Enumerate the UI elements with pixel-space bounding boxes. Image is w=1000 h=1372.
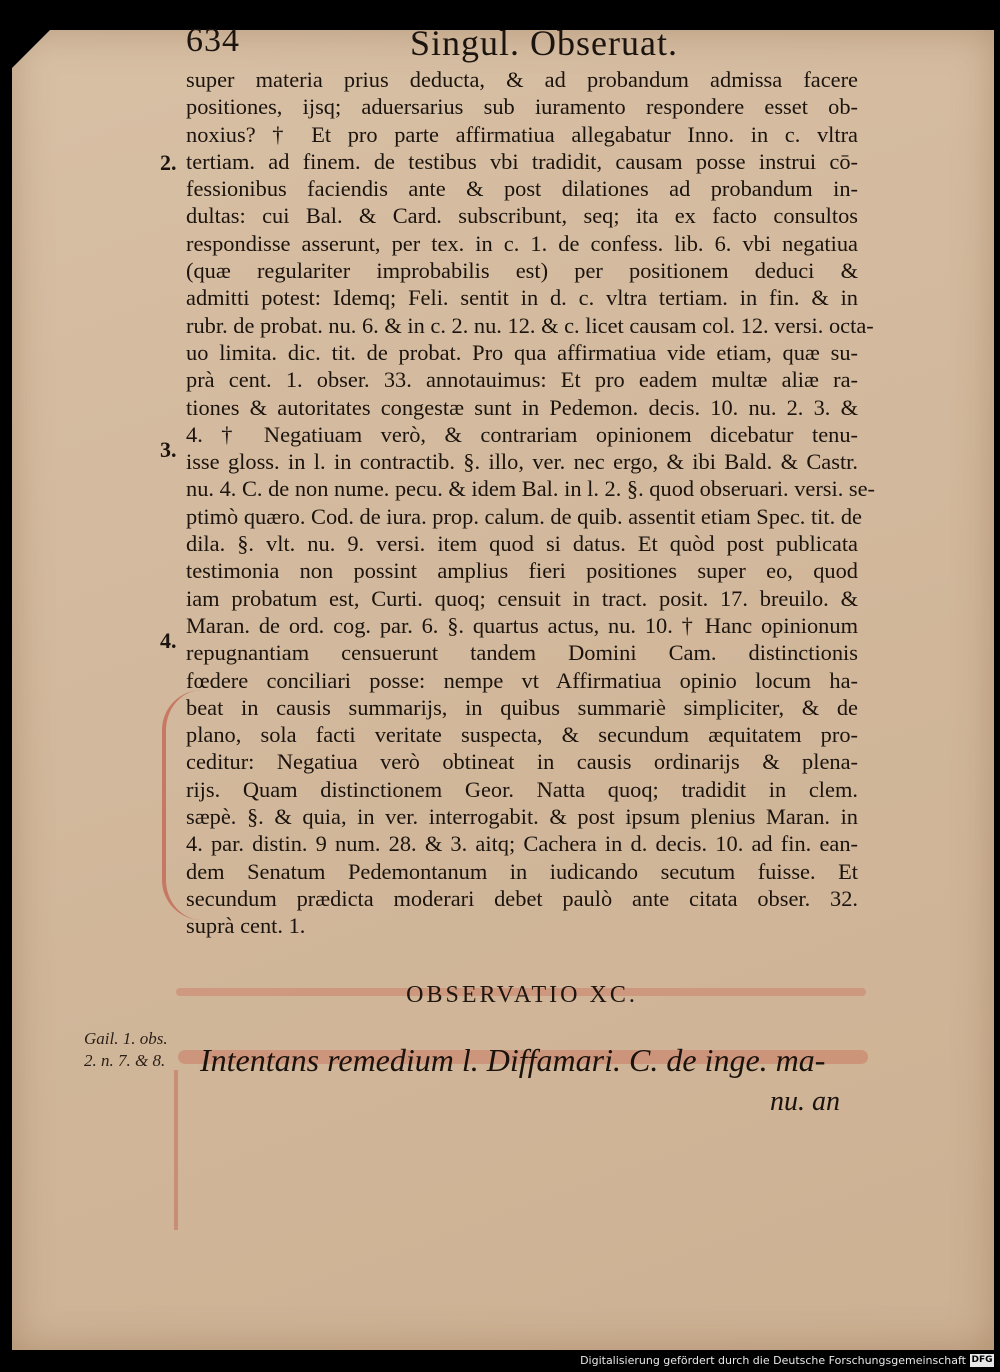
marginal-number: 3.: [160, 437, 177, 462]
text-line: suprà cent. 1.: [186, 913, 306, 939]
text-line: dem Senatum Pedemontanum in iudicando secutum fuisse. Et: [186, 858, 858, 884]
text-line: prà cent. 1. obser. 33. annotauimus: Et pro eadem multæ aliæ ra-: [186, 367, 858, 393]
text-line: testimonia non possint amplius fieri positiones super eo, quod: [186, 558, 858, 584]
text-line: ceditur: Negatiua verò obtineat in causis ordinarijs & plena-: [186, 749, 858, 775]
body-text: [186, 66, 876, 940]
text-line: Maran. de ord. cog. par. 6. §. quartus actus, nu. 10. † Hanc opinionum: [186, 612, 858, 638]
text-line: uo limita. dic. tit. de probat. Pro qua affirmatiua vide etiam, quæ su-: [186, 339, 858, 365]
margin-note-line: 2. n. 7. & 8.: [84, 1051, 166, 1070]
red-pencil-margin-mark: [174, 1070, 178, 1230]
torn-corner: [12, 30, 50, 68]
text-line: ptimò quæro. Cod. de iura. prop. calum. de quib. assentit etiam Spec. tit. de: [186, 503, 862, 529]
running-title: Singul. Obseruat.: [410, 23, 678, 63]
text-line: dila. §. vlt. nu. 9. versi. item quod si datus. Et quòd post publicata: [186, 531, 858, 557]
text-line: plano, sola facti veritate suspecta, & secundum æquitatem pro-: [186, 722, 858, 748]
observation-opening-line: Intentans remedium l. Diffamari. C. de inge. ma-: [200, 1042, 826, 1078]
marginal-number: 2.: [160, 150, 177, 175]
text-line: tiones & autoritates congestæ sunt in Pedemon. decis. 10. nu. 2. 3. &: [186, 394, 858, 420]
catchword: nu. an: [770, 1086, 840, 1117]
observation-heading: OBSERVATIO XC.: [406, 982, 638, 1008]
text-line: isse gloss. in l. in contractib. §. illo, ver. nec ergo, & ibi Bald. & Castr.: [186, 449, 858, 475]
text-line: dultas: cui Bal. & Card. subscribunt, seq; ita ex facto consultos: [186, 203, 858, 229]
marginal-number: 4.: [160, 628, 177, 653]
text-line: tertiam. ad finem. de testibus vbi tradidit, causam posse instrui cō-: [186, 148, 858, 174]
text-line: 4. † Negatiuam verò, & contrariam opinionem dicebatur tenu-: [186, 421, 858, 447]
margin-note-line: Gail. 1. obs.: [84, 1029, 168, 1048]
text-line: noxius? † Et pro parte affirmatiua allegabatur Inno. in c. vltra: [186, 121, 858, 147]
text-line: super materia prius deducta, & ad probandum admissa facere: [186, 67, 858, 92]
text-line: iam probatum est, Curti. quoq; censuit in tract. posit. 17. breuilo. &: [186, 585, 858, 611]
text-line: rubr. de probat. nu. 6. & in c. 2. nu. 12. & c. licet causam col. 12. versi. octa-: [186, 312, 874, 338]
text-line: secundum prædicta moderari debet paulò ante citata obser. 32.: [186, 885, 858, 911]
text-line: positiones, ijsq; aduersarius sub iuramento respondere esset ob-: [186, 94, 858, 120]
text-line: admitti potest: Idemq; Feli. sentit in d. c. vltra tertiam. in fin. & in: [186, 285, 858, 311]
page-number: 634: [186, 22, 240, 59]
margin-note: [84, 1028, 194, 1072]
text-line: sæpè. §. & quia, in ver. interrogabit. & post ipsum plenius Maran. in: [186, 804, 858, 830]
text-line: nu. 4. C. de non nume. pecu. & idem Bal. in l. 2. §. quod obseruari. versi. se-: [186, 476, 876, 502]
text-line: rijs. Quam distinctionem Geor. Natta quoq; tradidit in clem.: [186, 776, 858, 802]
text-line: repugnantiam censuerunt tandem Domini Cam. distinctionis: [186, 640, 858, 666]
text-line: fœdere conciliari posse: nempe vt Affirmatiua opinio locum ha-: [186, 667, 858, 693]
text-line: respondisse asserunt, per tex. in c. 1. de confess. lib. 6. vbi negatiua: [186, 230, 858, 256]
digitization-credit: Digitalisierung gefördert durch die Deutsche Forschungsgemeinschaft: [580, 1354, 966, 1367]
text-line: beat in causis summarijs, in quibus summariè simpliciter, & de: [186, 694, 858, 720]
text-line: fessionibus faciendis ante & post dilationes ad probandum in-: [186, 176, 858, 202]
text-line: (quæ regulariter improbabilis est) per positionem deduci &: [186, 258, 858, 284]
text-line: 4. par. distin. 9 num. 28. & 3. aitq; Cachera in d. decis. 10. ad fin. ean-: [186, 831, 858, 857]
dfg-logo: DFG: [971, 1355, 993, 1365]
